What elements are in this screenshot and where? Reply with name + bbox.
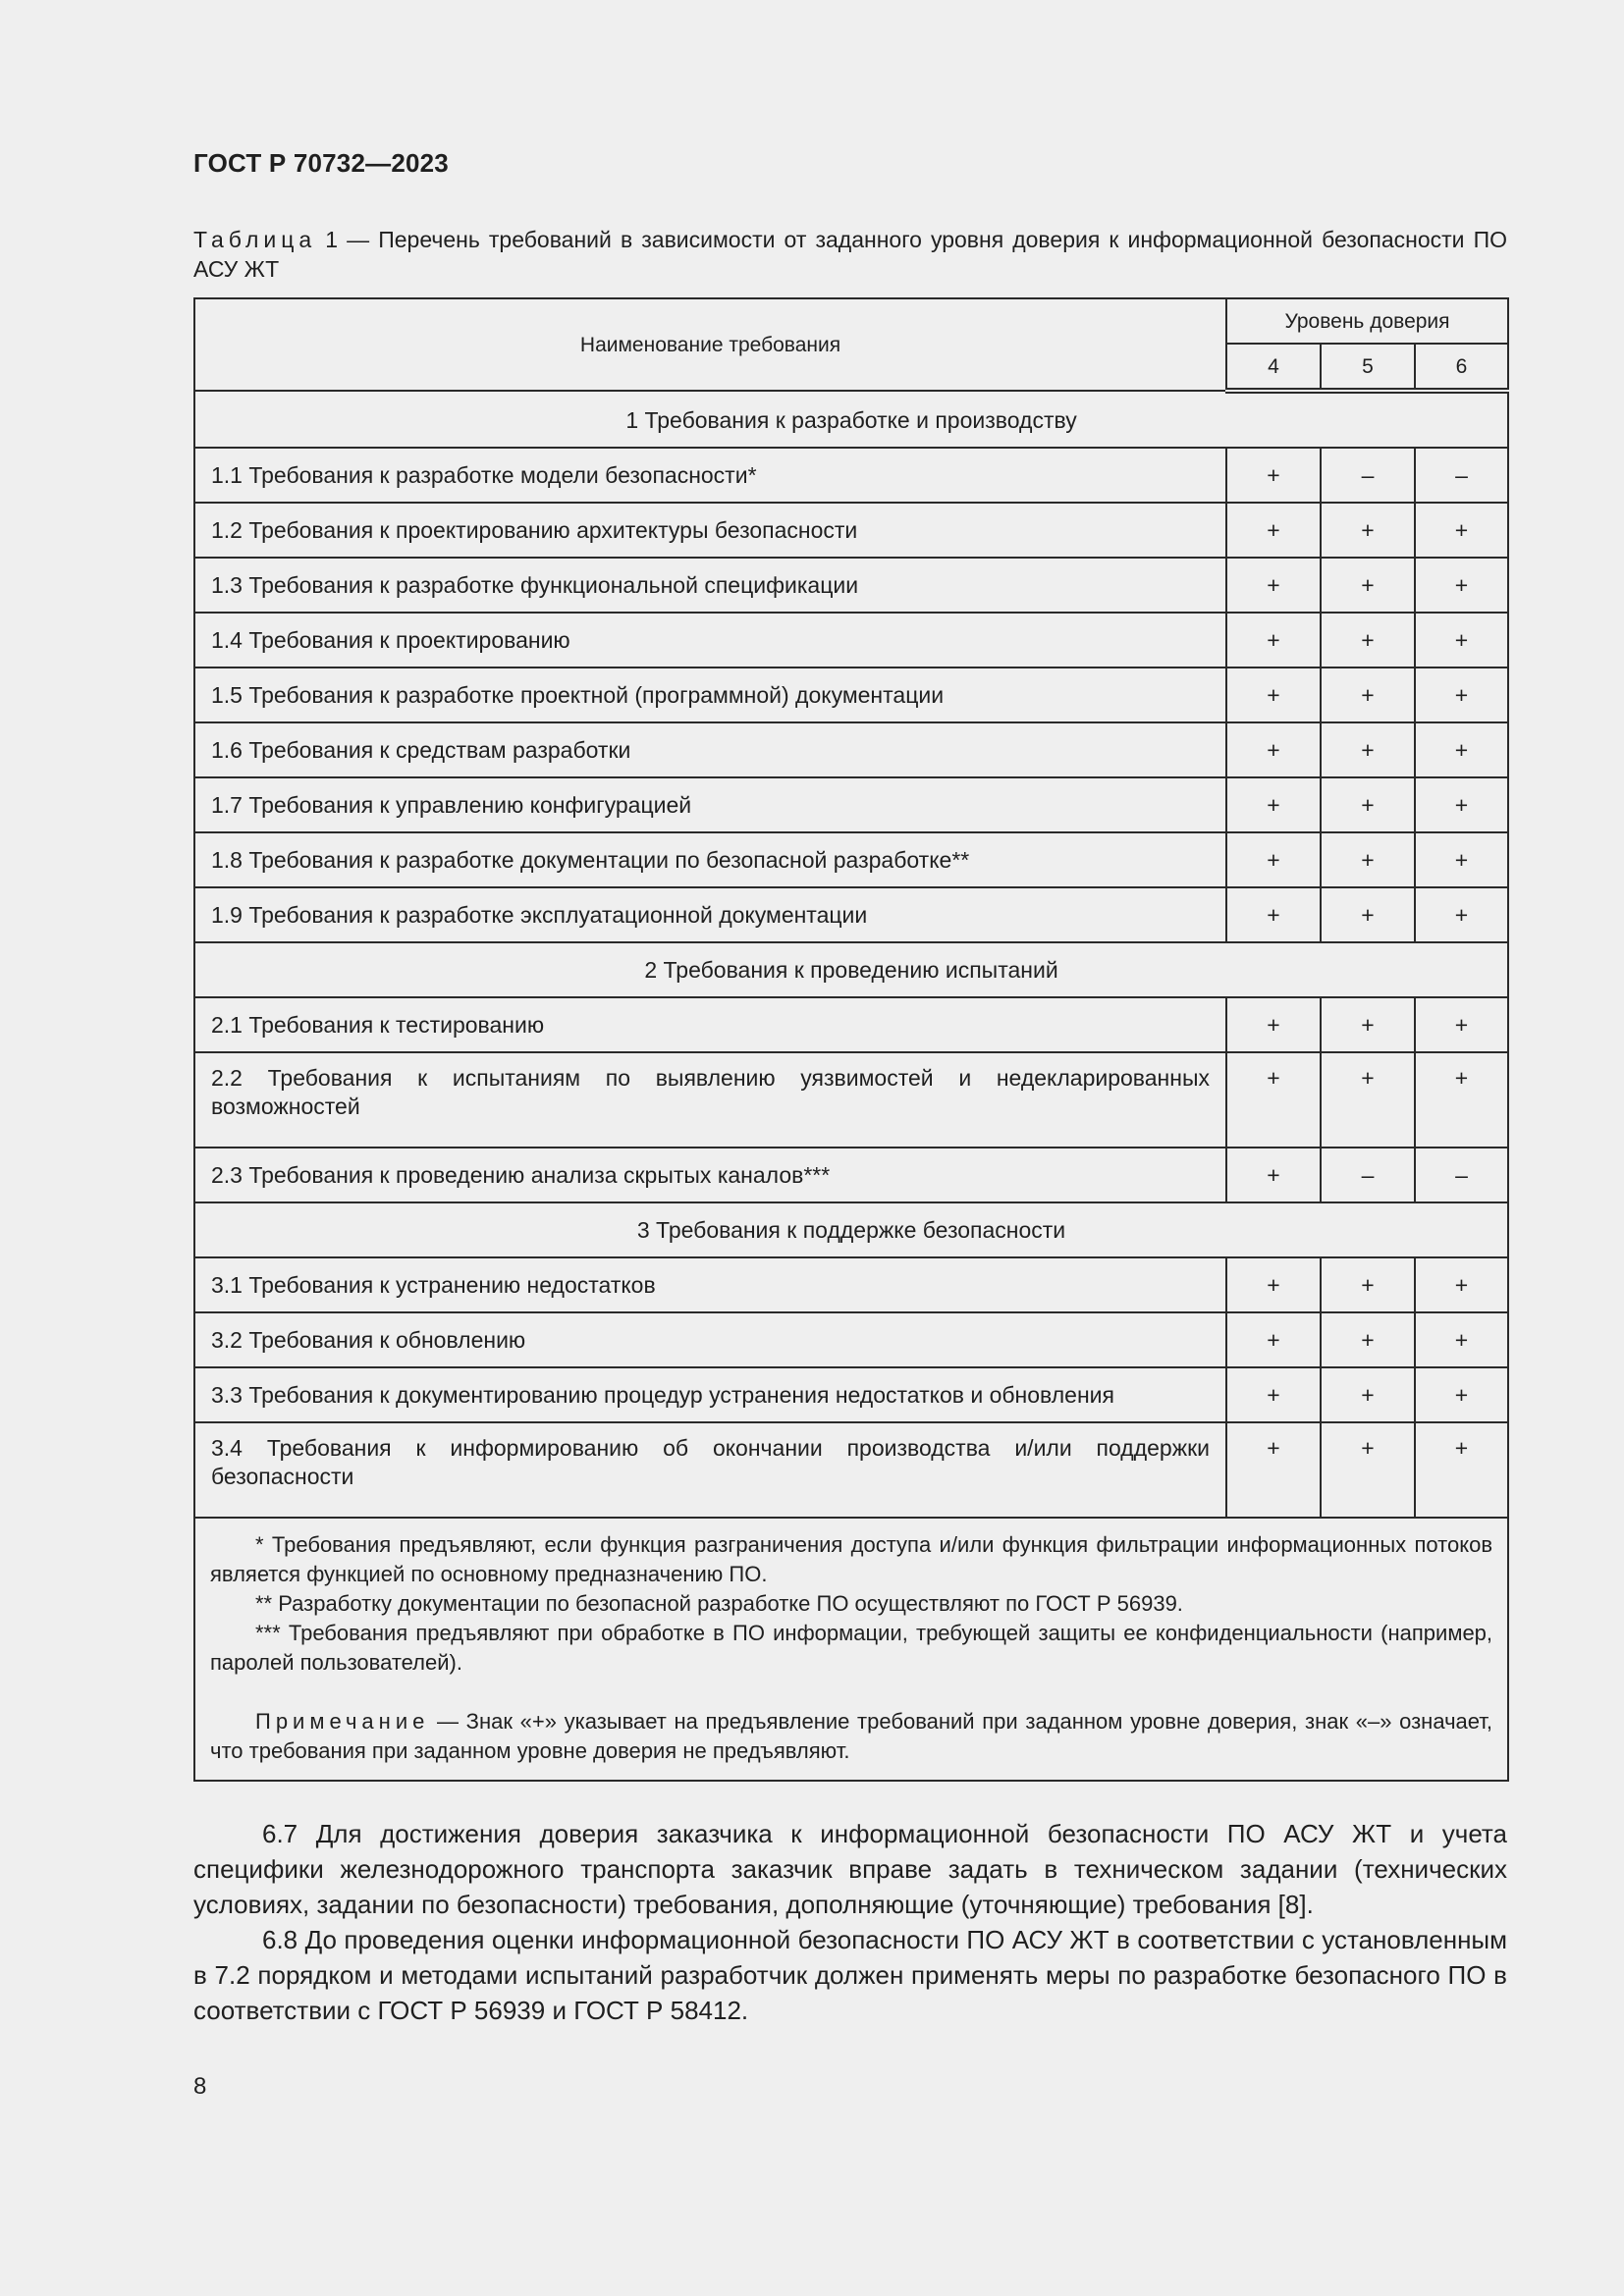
section-row: [194, 391, 1508, 448]
body-text: [193, 1816, 1507, 2028]
table-row: [194, 1422, 1508, 1518]
table-row: [194, 722, 1508, 777]
requirement-name: 1.1 Требования к разработке модели безопасности*: [194, 448, 1226, 503]
level-mark: +: [1415, 667, 1508, 722]
requirement-name: 1.6 Требования к средствам разработки: [194, 722, 1226, 777]
level-mark: +: [1415, 558, 1508, 613]
level-mark: +: [1415, 1367, 1508, 1422]
table-row: [194, 1148, 1508, 1202]
requirement-name: 1.9 Требования к разработке эксплуатационной документации: [194, 887, 1226, 942]
section-row: [194, 942, 1508, 997]
section-title: 3 Требования к поддержке безопасности: [194, 1202, 1508, 1257]
table-caption-label: Таблица: [193, 227, 317, 252]
level-mark: +: [1321, 777, 1415, 832]
note-label: Примечание: [255, 1709, 430, 1734]
level-mark: –: [1415, 1148, 1508, 1202]
paragraph: 6.7 Для достижения доверия заказчика к информационной безопасности ПО АСУ ЖТ и учета специфики железнодорожного транспорта заказчик вправе задать в техническом задании (технических условиях, задании по безопасности) требования, дополняющие (уточняющие) требования [8].: [193, 1819, 1507, 1919]
level-mark: +: [1415, 997, 1508, 1052]
level-mark: +: [1226, 448, 1321, 503]
table-row: [194, 832, 1508, 887]
level-mark: +: [1226, 1148, 1321, 1202]
level-mark: +: [1321, 558, 1415, 613]
table-note: [210, 1707, 1492, 1766]
requirement-name: 3.4 Требования к информированию об окончании производства и/или поддержки безопасности: [194, 1422, 1226, 1518]
requirement-name: 2.3 Требования к проведению анализа скрытых каналов***: [194, 1148, 1226, 1202]
level-mark: +: [1321, 1422, 1415, 1518]
level-mark: +: [1415, 777, 1508, 832]
requirements-table: [193, 297, 1509, 1782]
table-row: [194, 1257, 1508, 1312]
level-mark: +: [1321, 832, 1415, 887]
level-mark: +: [1226, 777, 1321, 832]
level-mark: +: [1226, 613, 1321, 667]
level-mark: +: [1226, 1257, 1321, 1312]
level-mark: +: [1415, 832, 1508, 887]
requirement-name: 1.7 Требования к управлению конфигурацией: [194, 777, 1226, 832]
table-row: [194, 1052, 1508, 1148]
requirement-name: 3.1 Требования к устранению недостатков: [194, 1257, 1226, 1312]
footnotes-row: [194, 1518, 1508, 1781]
requirement-name: 2.2 Требования к испытаниям по выявлению уязвимостей и недекларированных возможностей: [194, 1052, 1226, 1148]
level-mark: –: [1321, 1148, 1415, 1202]
level-mark: +: [1321, 613, 1415, 667]
level-mark: +: [1415, 1052, 1508, 1148]
table-row: [194, 667, 1508, 722]
footnote: *** Требования предъявляют при обработке в ПО информации, требующей защиты ее конфиденциальности (например, паролей пользователей).: [210, 1621, 1493, 1675]
level-mark: +: [1226, 503, 1321, 558]
level-header: 6: [1415, 344, 1508, 391]
note-text: — Знак «+» указывает на предъявление требований при заданном уровне доверия, знак «–» означает, что требования при заданном уровне доверия не предъявляют.: [210, 1709, 1493, 1763]
table-row: [194, 997, 1508, 1052]
requirement-name: 1.2 Требования к проектированию архитектуры безопасности: [194, 503, 1226, 558]
level-mark: +: [1321, 1257, 1415, 1312]
level-mark: +: [1321, 722, 1415, 777]
section-title: 1 Требования к разработке и производству: [194, 391, 1508, 448]
level-mark: +: [1321, 503, 1415, 558]
table-row: [194, 448, 1508, 503]
level-mark: +: [1415, 503, 1508, 558]
level-mark: –: [1415, 448, 1508, 503]
column-header-level: Уровень доверия: [1226, 298, 1508, 344]
requirement-name: 3.3 Требования к документированию процедур устранения недостатков и обновления: [194, 1367, 1226, 1422]
column-header-name: Наименование требования: [194, 298, 1226, 391]
level-mark: +: [1321, 1052, 1415, 1148]
level-mark: +: [1321, 1367, 1415, 1422]
level-mark: +: [1226, 1367, 1321, 1422]
level-mark: +: [1415, 722, 1508, 777]
level-mark: +: [1226, 1422, 1321, 1518]
level-mark: +: [1226, 997, 1321, 1052]
level-mark: +: [1321, 887, 1415, 942]
footnote: * Требования предъявляют, если функция разграничения доступа и/или функция фильтрации информационных потоков является функцией по основному предназначению ПО.: [210, 1532, 1493, 1586]
section-title: 2 Требования к проведению испытаний: [194, 942, 1508, 997]
level-mark: +: [1415, 1257, 1508, 1312]
level-header: 4: [1226, 344, 1321, 391]
page-number: 8: [193, 2073, 207, 2100]
footnote: ** Разработку документации по безопасной разработке ПО осуществляют по ГОСТ Р 56939.: [255, 1591, 1183, 1616]
level-mark: +: [1415, 1312, 1508, 1367]
requirement-name: 2.1 Требования к тестированию: [194, 997, 1226, 1052]
level-mark: +: [1226, 722, 1321, 777]
table-header-row: [194, 298, 1508, 344]
requirement-name: 3.2 Требования к обновлению: [194, 1312, 1226, 1367]
level-mark: +: [1226, 558, 1321, 613]
level-mark: +: [1415, 613, 1508, 667]
level-mark: +: [1415, 887, 1508, 942]
level-mark: +: [1321, 667, 1415, 722]
table-row: [194, 613, 1508, 667]
table-row: [194, 777, 1508, 832]
table-row: [194, 1367, 1508, 1422]
requirement-name: 1.3 Требования к разработке функциональной спецификации: [194, 558, 1226, 613]
level-header: 5: [1321, 344, 1415, 391]
table-caption: [193, 225, 1507, 284]
level-mark: +: [1226, 887, 1321, 942]
requirement-name: 1.5 Требования к разработке проектной (программной) документации: [194, 667, 1226, 722]
table-row: [194, 887, 1508, 942]
requirement-name: 1.4 Требования к проектированию: [194, 613, 1226, 667]
section-row: [194, 1202, 1508, 1257]
table-row: [194, 503, 1508, 558]
table-row: [194, 1312, 1508, 1367]
level-mark: +: [1226, 667, 1321, 722]
table-row: [194, 558, 1508, 613]
level-mark: +: [1226, 832, 1321, 887]
level-mark: +: [1226, 1312, 1321, 1367]
level-mark: +: [1321, 1312, 1415, 1367]
level-mark: +: [1321, 997, 1415, 1052]
requirement-name: 1.8 Требования к разработке документации по безопасной разработке**: [194, 832, 1226, 887]
level-mark: +: [1415, 1422, 1508, 1518]
document-code: ГОСТ Р 70732—2023: [193, 148, 449, 178]
level-mark: –: [1321, 448, 1415, 503]
level-mark: +: [1226, 1052, 1321, 1148]
table-caption-text: 1 — Перечень требований в зависимости от заданного уровня доверия к информационной безопасности ПО АСУ ЖТ: [193, 227, 1507, 282]
paragraph: 6.8 До проведения оценки информационной безопасности ПО АСУ ЖТ в соответствии с установленным в 7.2 порядком и методами испытаний разработчик должен применять меры по разработке безопасного ПО в соответствии с ГОСТ Р 56939 и ГОСТ Р 58412.: [193, 1925, 1507, 2025]
footnotes-cell: [194, 1518, 1508, 1781]
